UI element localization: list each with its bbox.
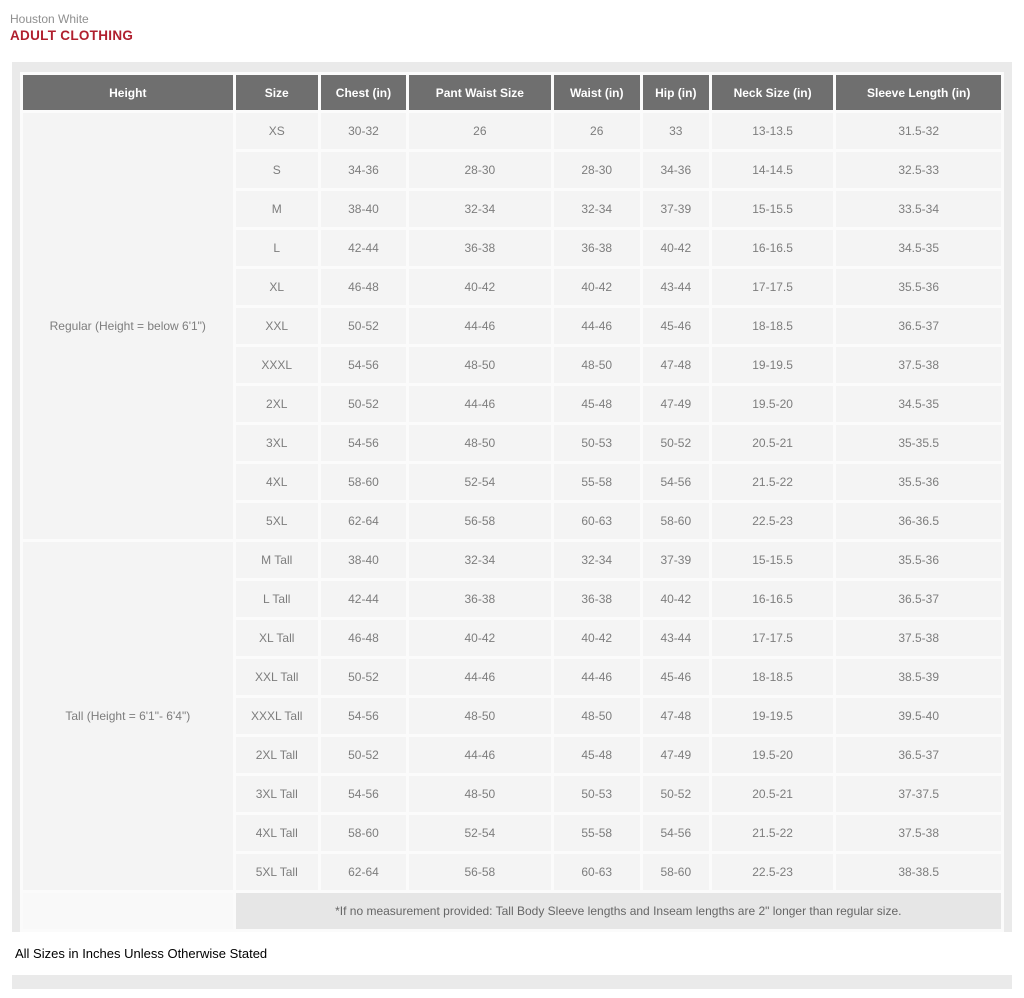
cell-waist: 50-53 xyxy=(554,776,640,812)
cell-size: 2XL Tall xyxy=(236,737,318,773)
cell-pant-waist: 36-38 xyxy=(409,230,551,266)
cell-chest: 58-60 xyxy=(321,815,406,851)
cell-size: 5XL xyxy=(236,503,318,539)
column-header-0: Height xyxy=(23,75,233,110)
cell-neck: 17-17.5 xyxy=(712,620,834,656)
cell-waist: 55-58 xyxy=(554,464,640,500)
cell-hip: 47-49 xyxy=(643,737,709,773)
cell-sleeve: 37.5-38 xyxy=(836,815,1001,851)
cell-sleeve: 36.5-37 xyxy=(836,737,1001,773)
cell-pant-waist: 26 xyxy=(409,113,551,149)
cell-sleeve: 37.5-38 xyxy=(836,620,1001,656)
height-group-label: Regular (Height = below 6'1") xyxy=(23,113,233,539)
cell-pant-waist: 48-50 xyxy=(409,698,551,734)
cell-chest: 58-60 xyxy=(321,464,406,500)
cell-size: M Tall xyxy=(236,542,318,578)
column-header-7: Sleeve Length (in) xyxy=(836,75,1001,110)
cell-hip: 47-49 xyxy=(643,386,709,422)
cell-size: 4XL xyxy=(236,464,318,500)
cell-hip: 40-42 xyxy=(643,230,709,266)
cell-chest: 54-56 xyxy=(321,776,406,812)
cell-size: 2XL xyxy=(236,386,318,422)
cell-pant-waist: 48-50 xyxy=(409,776,551,812)
cell-waist: 28-30 xyxy=(554,152,640,188)
cell-pant-waist: 56-58 xyxy=(409,854,551,890)
cell-neck: 16-16.5 xyxy=(712,581,834,617)
cell-sleeve: 35.5-36 xyxy=(836,464,1001,500)
cell-pant-waist: 48-50 xyxy=(409,425,551,461)
size-chart-panel xyxy=(12,62,1012,932)
cell-size: L Tall xyxy=(236,581,318,617)
cell-hip: 37-39 xyxy=(643,191,709,227)
cell-sleeve: 36-36.5 xyxy=(836,503,1001,539)
column-header-1: Size xyxy=(236,75,318,110)
cell-size: L xyxy=(236,230,318,266)
cell-sleeve: 37.5-38 xyxy=(836,347,1001,383)
cell-sleeve: 38.5-39 xyxy=(836,659,1001,695)
cell-neck: 13-13.5 xyxy=(712,113,834,149)
cell-size: 3XL Tall xyxy=(236,776,318,812)
cell-waist: 40-42 xyxy=(554,269,640,305)
cell-neck: 18-18.5 xyxy=(712,308,834,344)
size-chart-table xyxy=(20,72,1004,932)
cell-neck: 19.5-20 xyxy=(712,386,834,422)
cell-hip: 43-44 xyxy=(643,269,709,305)
cell-neck: 15-15.5 xyxy=(712,191,834,227)
cell-neck: 19-19.5 xyxy=(712,347,834,383)
cell-neck: 21.5-22 xyxy=(712,464,834,500)
cell-chest: 38-40 xyxy=(321,542,406,578)
cell-waist: 48-50 xyxy=(554,347,640,383)
cell-pant-waist: 44-46 xyxy=(409,308,551,344)
cell-size: 4XL Tall xyxy=(236,815,318,851)
cell-waist: 32-34 xyxy=(554,191,640,227)
cell-neck: 16-16.5 xyxy=(712,230,834,266)
cell-sleeve: 35.5-36 xyxy=(836,269,1001,305)
cell-pant-waist: 36-38 xyxy=(409,581,551,617)
cell-hip: 37-39 xyxy=(643,542,709,578)
cell-waist: 48-50 xyxy=(554,698,640,734)
cell-pant-waist: 32-34 xyxy=(409,542,551,578)
cell-pant-waist: 44-46 xyxy=(409,737,551,773)
cell-sleeve: 32.5-33 xyxy=(836,152,1001,188)
table-body xyxy=(23,113,1001,929)
cell-size: XL Tall xyxy=(236,620,318,656)
cell-chest: 54-56 xyxy=(321,425,406,461)
cell-pant-waist: 44-46 xyxy=(409,386,551,422)
cell-waist: 44-46 xyxy=(554,308,640,344)
cell-size: XL xyxy=(236,269,318,305)
cell-neck: 18-18.5 xyxy=(712,659,834,695)
brand-name: Houston White xyxy=(10,12,89,26)
cell-neck: 15-15.5 xyxy=(712,542,834,578)
cell-size: XXXL Tall xyxy=(236,698,318,734)
cell-hip: 47-48 xyxy=(643,698,709,734)
cell-pant-waist: 28-30 xyxy=(409,152,551,188)
cell-waist: 26 xyxy=(554,113,640,149)
column-header-3: Pant Waist Size xyxy=(409,75,551,110)
cell-sleeve: 37-37.5 xyxy=(836,776,1001,812)
cell-pant-waist: 52-54 xyxy=(409,464,551,500)
cell-neck: 21.5-22 xyxy=(712,815,834,851)
cell-chest: 46-48 xyxy=(321,269,406,305)
cell-sleeve: 35-35.5 xyxy=(836,425,1001,461)
footnote-row xyxy=(23,893,1001,929)
cell-waist: 45-48 xyxy=(554,386,640,422)
cell-size: 5XL Tall xyxy=(236,854,318,890)
column-header-2: Chest (in) xyxy=(321,75,406,110)
table-footnote: *If no measurement provided: Tall Body Sleeve lengths and Inseam lengths are 2" longer than regular size. xyxy=(236,893,1001,929)
cell-chest: 46-48 xyxy=(321,620,406,656)
footer-note: All Sizes in Inches Unless Otherwise Stated xyxy=(0,932,1024,975)
cell-pant-waist: 52-54 xyxy=(409,815,551,851)
cell-waist: 50-53 xyxy=(554,425,640,461)
cell-chest: 30-32 xyxy=(321,113,406,149)
title-block xyxy=(0,0,1024,62)
cell-waist: 40-42 xyxy=(554,620,640,656)
cell-neck: 22.5-23 xyxy=(712,503,834,539)
cell-sleeve: 34.5-35 xyxy=(836,386,1001,422)
cell-chest: 50-52 xyxy=(321,386,406,422)
cell-waist: 60-63 xyxy=(554,854,640,890)
cell-hip: 58-60 xyxy=(643,503,709,539)
cell-pant-waist: 48-50 xyxy=(409,347,551,383)
cell-chest: 50-52 xyxy=(321,737,406,773)
cell-size: XXL xyxy=(236,308,318,344)
cell-neck: 19.5-20 xyxy=(712,737,834,773)
column-header-5: Hip (in) xyxy=(643,75,709,110)
footnote-left-spacer xyxy=(23,893,233,929)
cell-hip: 54-56 xyxy=(643,464,709,500)
cell-hip: 50-52 xyxy=(643,776,709,812)
cell-neck: 17-17.5 xyxy=(712,269,834,305)
header-row xyxy=(23,75,1001,110)
cell-pant-waist: 40-42 xyxy=(409,269,551,305)
page-title: ADULT CLOTHING xyxy=(10,28,134,43)
cell-hip: 40-42 xyxy=(643,581,709,617)
column-header-6: Neck Size (in) xyxy=(712,75,834,110)
cell-chest: 38-40 xyxy=(321,191,406,227)
cell-waist: 32-34 xyxy=(554,542,640,578)
cell-pant-waist: 44-46 xyxy=(409,659,551,695)
cell-hip: 45-46 xyxy=(643,659,709,695)
cell-neck: 19-19.5 xyxy=(712,698,834,734)
cell-hip: 45-46 xyxy=(643,308,709,344)
cell-chest: 50-52 xyxy=(321,659,406,695)
cell-sleeve: 39.5-40 xyxy=(836,698,1001,734)
cell-chest: 54-56 xyxy=(321,698,406,734)
cell-neck: 22.5-23 xyxy=(712,854,834,890)
table-row xyxy=(23,542,1001,578)
cell-hip: 58-60 xyxy=(643,854,709,890)
cell-chest: 42-44 xyxy=(321,581,406,617)
cell-sleeve: 36.5-37 xyxy=(836,308,1001,344)
cell-hip: 33 xyxy=(643,113,709,149)
cell-pant-waist: 32-34 xyxy=(409,191,551,227)
cell-waist: 60-63 xyxy=(554,503,640,539)
cell-chest: 62-64 xyxy=(321,503,406,539)
cell-size: XS xyxy=(236,113,318,149)
cell-waist: 36-38 xyxy=(554,581,640,617)
cell-size: XXL Tall xyxy=(236,659,318,695)
cell-hip: 47-48 xyxy=(643,347,709,383)
cell-pant-waist: 56-58 xyxy=(409,503,551,539)
cell-hip: 50-52 xyxy=(643,425,709,461)
cell-waist: 45-48 xyxy=(554,737,640,773)
cell-waist: 36-38 xyxy=(554,230,640,266)
cell-chest: 34-36 xyxy=(321,152,406,188)
column-header-4: Waist (in) xyxy=(554,75,640,110)
cell-size: M xyxy=(236,191,318,227)
cell-waist: 44-46 xyxy=(554,659,640,695)
bottom-strip xyxy=(12,975,1012,989)
cell-sleeve: 31.5-32 xyxy=(836,113,1001,149)
cell-waist: 55-58 xyxy=(554,815,640,851)
cell-sleeve: 34.5-35 xyxy=(836,230,1001,266)
cell-neck: 20.5-21 xyxy=(712,425,834,461)
cell-size: 3XL xyxy=(236,425,318,461)
cell-sleeve: 35.5-36 xyxy=(836,542,1001,578)
cell-hip: 34-36 xyxy=(643,152,709,188)
cell-size: S xyxy=(236,152,318,188)
cell-chest: 54-56 xyxy=(321,347,406,383)
cell-chest: 42-44 xyxy=(321,230,406,266)
cell-sleeve: 36.5-37 xyxy=(836,581,1001,617)
cell-chest: 50-52 xyxy=(321,308,406,344)
cell-neck: 20.5-21 xyxy=(712,776,834,812)
cell-chest: 62-64 xyxy=(321,854,406,890)
cell-neck: 14-14.5 xyxy=(712,152,834,188)
cell-sleeve: 38-38.5 xyxy=(836,854,1001,890)
cell-hip: 43-44 xyxy=(643,620,709,656)
cell-sleeve: 33.5-34 xyxy=(836,191,1001,227)
cell-size: XXXL xyxy=(236,347,318,383)
cell-hip: 54-56 xyxy=(643,815,709,851)
height-group-label: Tall (Height = 6'1"- 6'4") xyxy=(23,542,233,890)
cell-pant-waist: 40-42 xyxy=(409,620,551,656)
table-row xyxy=(23,113,1001,149)
